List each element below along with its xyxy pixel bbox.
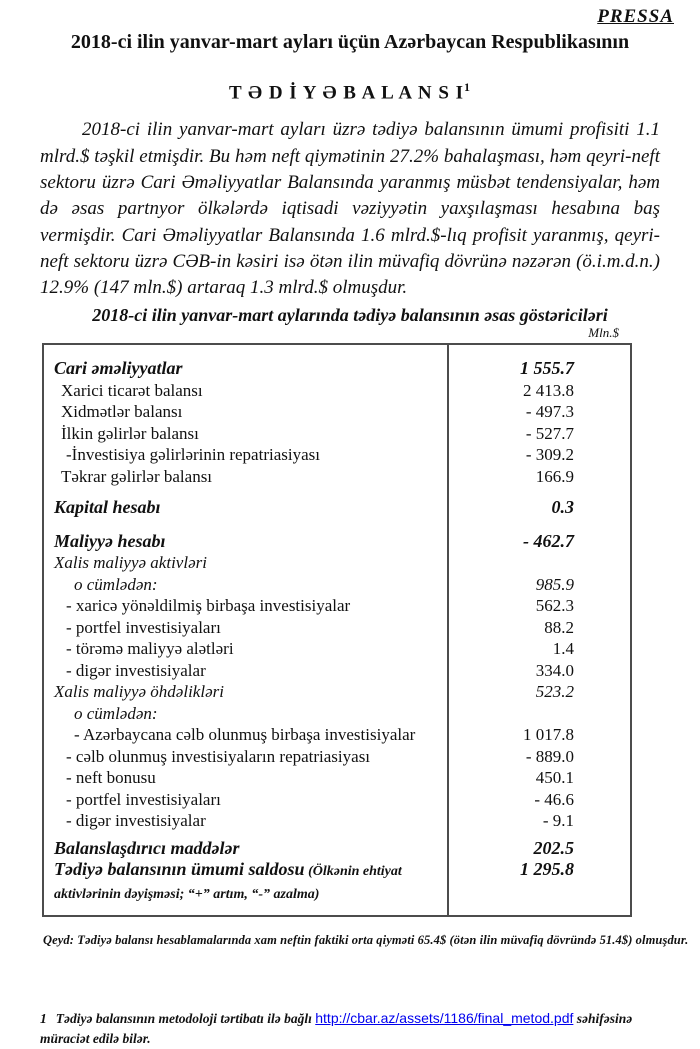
balance-table — [42, 343, 632, 917]
row-value: - 462.7 — [523, 530, 574, 551]
row-value: 2 413.8 — [523, 380, 574, 400]
table-row — [44, 724, 630, 746]
table-spacer-row — [44, 487, 630, 497]
row-value: 450.1 — [535, 768, 574, 788]
table-row — [44, 838, 630, 860]
row-value: 1.4 — [552, 639, 574, 659]
row-label: Xarici ticarət balansı — [61, 380, 203, 400]
row-label: - portfel investisiyaları — [66, 617, 221, 637]
row-value: - 497.3 — [525, 402, 574, 422]
row-value: 166.9 — [535, 466, 574, 486]
footnote-marker: 1 — [40, 1011, 47, 1027]
row-label: Tədiyə balansının ümumi saldosu (Ölkənin ehtiyat aktivlərinin dəyişməsi; “+” artım, “-” azalma) — [54, 859, 402, 903]
table-row — [44, 531, 630, 553]
footnote — [40, 1008, 680, 1049]
table-caption: 2018-ci ilin yanvar-mart aylarında tədiyə balansının əsas göstəriciləri — [92, 305, 608, 326]
row-value: 1 295.8 — [520, 859, 574, 880]
row-value: 523.2 — [535, 682, 574, 702]
row-label: Maliyyə hesabı — [54, 530, 166, 551]
row-label: İlkin gəlirlər balansı — [61, 423, 199, 443]
row-value: - 309.2 — [525, 445, 574, 465]
row-label: Balanslaşdırıcı maddələr — [54, 837, 240, 858]
row-label: Xalis maliyyə aktivləri — [54, 553, 207, 573]
table-row — [44, 552, 630, 574]
table-row — [44, 789, 630, 811]
row-value: 88.2 — [544, 617, 574, 637]
balance-table-rows — [44, 358, 630, 905]
row-value: 0.3 — [551, 497, 574, 518]
table-row — [44, 466, 630, 488]
row-value: - 46.6 — [534, 789, 574, 809]
row-value: 334.0 — [535, 660, 574, 680]
table-row — [44, 423, 630, 445]
row-label: Təkrar gəlirlər balansı — [61, 466, 213, 486]
pressa-heading: PRESSA — [597, 6, 674, 27]
row-label: - xaricə yönəldilmiş birbaşa investisiyalar — [66, 596, 351, 616]
row-label: Xalis maliyyə öhdəlikləri — [54, 682, 224, 702]
row-label: Cari əməliyyatlar — [54, 358, 183, 379]
row-label: - Azərbaycana cəlb olunmuş birbaşa investisiyalar — [74, 725, 416, 745]
table-row — [44, 703, 630, 725]
footnote-text-before: Tədiyə balansının metodoloji tərtibatı ilə bağlı — [55, 1011, 312, 1027]
row-label: - cəlb olunmuş investisiyaların repatriasiyası — [66, 746, 371, 766]
footnote-text-after: səhifəsinə müraciət edilə bilər. — [40, 1011, 633, 1047]
table-row — [44, 810, 630, 832]
table-row — [44, 380, 630, 402]
document-title — [40, 80, 660, 104]
row-label: - digər investisiyalar — [66, 660, 206, 680]
row-value: - 889.0 — [525, 746, 574, 766]
row-label: - digər investisiyalar — [66, 811, 206, 831]
row-label: Xidmətlər balansı — [61, 402, 183, 422]
row-value: 985.9 — [535, 574, 574, 594]
table-row — [44, 660, 630, 682]
row-label: o cümlədən: — [74, 703, 158, 723]
table-row — [44, 358, 630, 380]
note-text: Qeyd: Tədiyə balansı hesablamalarında xam neftin faktiki orta qiyməti 65.4$ (ötən ilin müvafiq dövründə 51.4$) olmuşdur. — [43, 933, 689, 948]
row-label: -İnvestisiya gəlirlərinin repatriasiyası — [66, 445, 320, 465]
table-unit-label: Mln.$ — [588, 325, 619, 341]
row-label: - törəmə maliyyə alətləri — [66, 639, 234, 659]
row-value: - 9.1 — [542, 811, 574, 831]
document-subtitle: 2018-ci ilin yanvar-mart ayları üçün Azərbaycan Respublikasının — [70, 31, 630, 53]
table-row — [44, 681, 630, 703]
table-row — [44, 767, 630, 789]
row-value: 562.3 — [535, 596, 574, 616]
table-row — [44, 595, 630, 617]
table-row — [44, 401, 630, 423]
row-label: - portfel investisiyaları — [66, 789, 221, 809]
row-value: 1 017.8 — [523, 725, 574, 745]
table-row — [44, 497, 630, 519]
row-value — [447, 703, 630, 725]
table-spacer-row — [44, 519, 630, 531]
row-value: 202.5 — [533, 837, 574, 858]
document-title-text: T Ə D İ Y Ə B A L A N S I — [228, 82, 465, 104]
title-footnote-ref: 1 — [464, 80, 472, 94]
row-label: Kapital hesabı — [54, 497, 161, 518]
table-row — [44, 859, 630, 905]
row-value: - 527.7 — [525, 423, 574, 443]
methodology-link[interactable]: http://cbar.az/assets/1186/final_metod.pdf — [315, 1010, 574, 1027]
intro-paragraph: 2018-ci ilin yanvar-mart ayları üzrə tədiyə balansının ümumi profisiti 1.1 mlrd.$ təşkil etmişdir. Bu həm neft qiymətinin 27.2% bahalaşması, həm qeyri-neft sektoru üzrə Cari Əməliyyatlar Balansında yaranmış müsbət tendensiyalar, həm də əsas partnyor ölkələrdə iqtisadi vəziyyətin yaxşılaşması hesabına baş vermişdir. Cari Əməliyyatlar Balansında 1.6 mlrd.$-lıq profisit yaranmış, qeyri-neft sektoru üzrə CƏB-in kəsiri isə ötən ilin müvafiq dövrünə nəzərən (ö.i.m.d.n.) 12.9% (147 mln.$) artaraq 1.3 mlrd.$ olmuşdur. — [40, 119, 660, 299]
table-row — [44, 444, 630, 466]
table-row — [44, 638, 630, 660]
table-row — [44, 746, 630, 768]
table-row — [44, 574, 630, 596]
row-label: o cümlədən: — [74, 574, 158, 594]
row-value: 1 555.7 — [520, 358, 574, 379]
row-label-small: (Ölkənin ehtiyat aktivlərinin dəyişməsi; “+” artım, “-” azalma) — [54, 864, 402, 903]
row-label: - neft bonusu — [66, 768, 156, 788]
row-value — [447, 552, 630, 574]
table-row — [44, 617, 630, 639]
